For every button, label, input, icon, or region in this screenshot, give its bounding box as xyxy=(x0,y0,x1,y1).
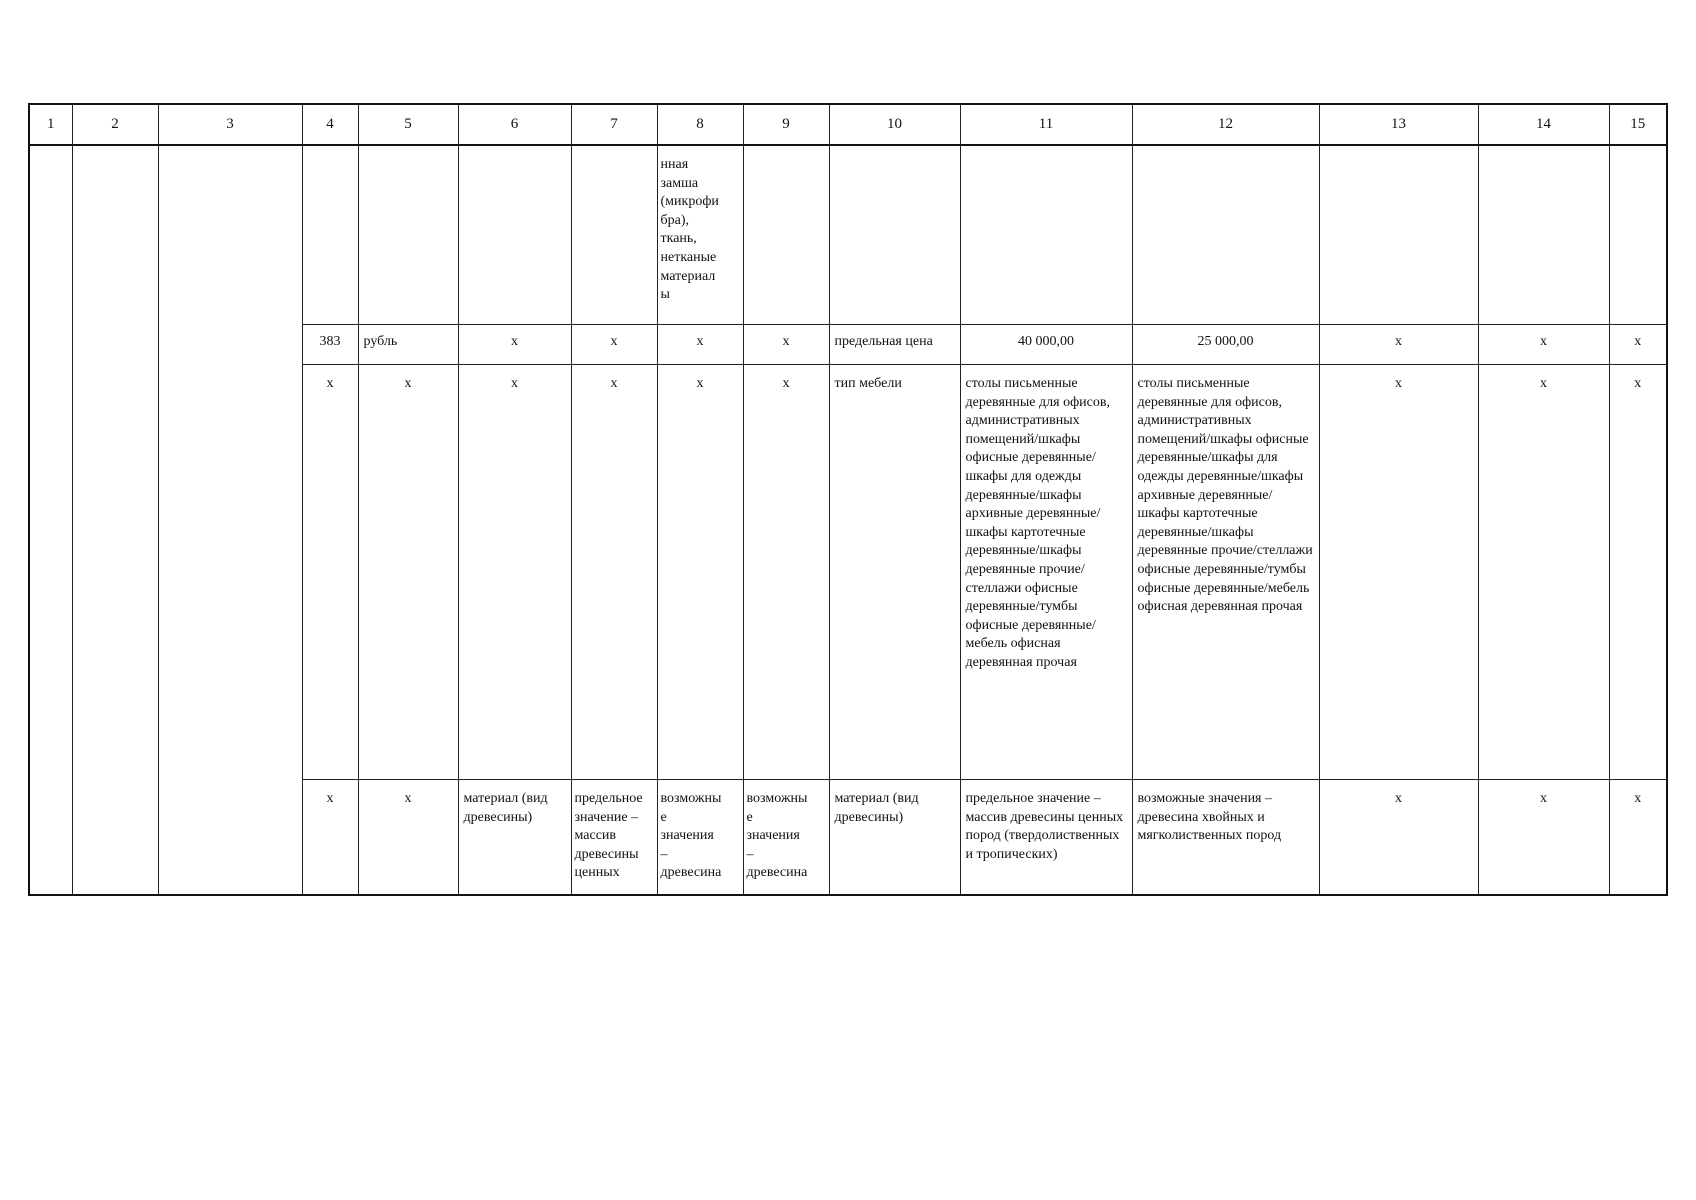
table-cell: х xyxy=(1609,780,1667,896)
table-cell: столы письменные деревянные для офисов, административных помещений/шкафы офисные деревянные/шкафы для одежды деревянные/шкафы архивные деревянные/шкафы картотечные деревянные/шкафы деревянные прочие/стеллажи офисные деревянные/тумбы офисные деревянные/мебель офисная деревянная прочая xyxy=(960,365,1132,780)
column-number: 14 xyxy=(1478,104,1609,145)
table-cell-empty xyxy=(29,145,72,895)
table-cell-empty xyxy=(960,145,1132,325)
table-cell-empty xyxy=(1319,145,1478,325)
table-cell: возможны е значения – древесина xyxy=(743,780,829,896)
table-cell: 40 000,00 xyxy=(960,325,1132,365)
table-cell: х xyxy=(458,365,571,780)
table-cell: х xyxy=(1319,780,1478,896)
table-cell: материал (вид древесины) xyxy=(829,780,960,896)
table-cell: х xyxy=(1319,325,1478,365)
column-number: 6 xyxy=(458,104,571,145)
table-cell: х xyxy=(571,325,657,365)
column-number: 13 xyxy=(1319,104,1478,145)
table-cell-empty xyxy=(1478,145,1609,325)
table-cell-empty xyxy=(458,145,571,325)
table-cell: предельная цена xyxy=(829,325,960,365)
column-number: 12 xyxy=(1132,104,1319,145)
table-cell-empty xyxy=(158,145,302,895)
table-cell: х xyxy=(571,365,657,780)
column-number: 9 xyxy=(743,104,829,145)
table-cell: 25 000,00 xyxy=(1132,325,1319,365)
table-cell-empty xyxy=(1132,145,1319,325)
table-cell: предельное значение – массив древесины ценных xyxy=(571,780,657,896)
column-number: 15 xyxy=(1609,104,1667,145)
table-cell: 383 xyxy=(302,325,358,365)
table-cell: х xyxy=(1478,780,1609,896)
table-cell: х xyxy=(458,325,571,365)
table-cell: х xyxy=(358,780,458,896)
table-cell: материал (вид древесины) xyxy=(458,780,571,896)
column-number: 8 xyxy=(657,104,743,145)
table-cell-empty xyxy=(829,145,960,325)
column-number-row xyxy=(29,104,1667,145)
column-number: 1 xyxy=(29,104,72,145)
table-cell-empty xyxy=(571,145,657,325)
table-cell: х xyxy=(657,325,743,365)
column-number: 7 xyxy=(571,104,657,145)
table-cell: возможны е значения – древесина xyxy=(657,780,743,896)
column-number: 5 xyxy=(358,104,458,145)
column-number: 2 xyxy=(72,104,158,145)
data-table xyxy=(28,103,1668,896)
table-cell: х xyxy=(358,365,458,780)
table-cell: х xyxy=(302,780,358,896)
table-cell-empty xyxy=(72,145,158,895)
table-cell: х xyxy=(657,365,743,780)
table-cell: х xyxy=(1478,365,1609,780)
table-row xyxy=(29,145,1667,325)
table-cell: рубль xyxy=(358,325,458,365)
table-cell: х xyxy=(1319,365,1478,780)
table-cell-empty xyxy=(358,145,458,325)
table-cell-empty xyxy=(743,145,829,325)
table-cell: столы письменные деревянные для офисов, административных помещений/шкафы офисные деревянные/шкафы для одежды деревянные/шкафы архивные деревянные/шкафы картотечные деревянные/шкафы деревянные прочие/стеллажи офисные деревянные/тумбы офисные деревянные/мебель офисная деревянная прочая xyxy=(1132,365,1319,780)
table-cell: х xyxy=(743,325,829,365)
table-cell: х xyxy=(743,365,829,780)
table-cell: нная замша (микрофи бра), ткань, нетканые материал ы xyxy=(657,145,743,325)
column-number: 4 xyxy=(302,104,358,145)
table-cell: тип мебели xyxy=(829,365,960,780)
table-cell-empty xyxy=(302,145,358,325)
column-number: 11 xyxy=(960,104,1132,145)
column-number: 10 xyxy=(829,104,960,145)
table-cell: х xyxy=(1609,365,1667,780)
table-cell: х xyxy=(1609,325,1667,365)
table-cell: предельное значение – массив древесины ценных пород (твердолиственных и тропических) xyxy=(960,780,1132,896)
table-cell: возможные значения – древесина хвойных и мягколиственных пород xyxy=(1132,780,1319,896)
column-number: 3 xyxy=(158,104,302,145)
table-cell-empty xyxy=(1609,145,1667,325)
table-cell: х xyxy=(1478,325,1609,365)
table-cell: х xyxy=(302,365,358,780)
